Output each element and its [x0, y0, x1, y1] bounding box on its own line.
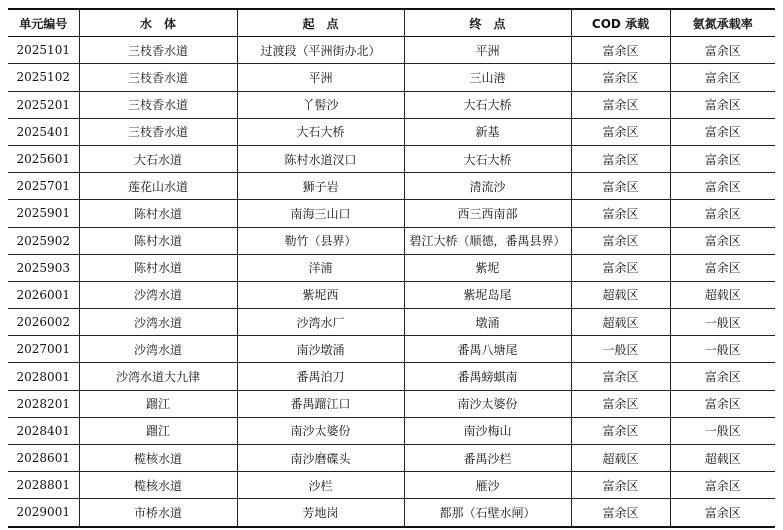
- unit-id-cell: 2026001: [8, 281, 79, 308]
- table-row: [8, 227, 775, 254]
- cod-capacity-cell: 富余区: [571, 254, 670, 281]
- unit-id-cell: 2028401: [8, 417, 79, 444]
- ammonia-capacity-cell: 一般区: [670, 336, 775, 363]
- table-row: [8, 145, 775, 172]
- start-point-cell: 南沙磨碟头: [237, 445, 404, 472]
- unit-id-cell: 2025901: [8, 200, 79, 227]
- end-point-cell: 大石大桥: [404, 145, 571, 172]
- ammonia-capacity-cell: 一般区: [670, 309, 775, 336]
- table-row: [8, 309, 775, 336]
- end-point-cell: 番禺八塘尾: [404, 336, 571, 363]
- unit-id-cell: 2025903: [8, 254, 79, 281]
- unit-id-cell: 2025401: [8, 118, 79, 145]
- unit-id-cell: 2028001: [8, 363, 79, 390]
- ammonia-capacity-cell: 富余区: [670, 64, 775, 91]
- unit-id-cell: 2028201: [8, 390, 79, 417]
- start-point-cell: 大石大桥: [237, 118, 404, 145]
- end-point-cell: 平洲: [404, 37, 571, 64]
- unit-id-cell: 2025102: [8, 64, 79, 91]
- table-row: [8, 390, 775, 417]
- end-point-cell: 墩涌: [404, 309, 571, 336]
- start-point-cell: 番禺泊刀: [237, 363, 404, 390]
- water-body-cell: 蹓江: [79, 390, 237, 417]
- ammonia-capacity-cell: 富余区: [670, 118, 775, 145]
- header-end-point: 终 点: [404, 9, 571, 37]
- cod-capacity-cell: 富余区: [571, 390, 670, 417]
- table-row: [8, 499, 775, 527]
- end-point-cell: 紫坭: [404, 254, 571, 281]
- cod-capacity-cell: 富余区: [571, 499, 670, 527]
- water-body-cell: 大石水道: [79, 145, 237, 172]
- header-water-body: 水 体: [79, 9, 237, 37]
- header-ammonia-capacity: 氨氮承载率: [670, 9, 775, 37]
- table-body: [8, 37, 775, 527]
- start-point-cell: 狮子岩: [237, 173, 404, 200]
- unit-id-cell: 2025101: [8, 37, 79, 64]
- water-body-cell: 陈村水道: [79, 254, 237, 281]
- table-row: [8, 445, 775, 472]
- unit-id-cell: 2025601: [8, 145, 79, 172]
- ammonia-capacity-cell: 富余区: [670, 145, 775, 172]
- table-row: [8, 64, 775, 91]
- end-point-cell: 新基: [404, 118, 571, 145]
- unit-id-cell: 2025701: [8, 173, 79, 200]
- start-point-cell: 洋浦: [237, 254, 404, 281]
- header-unit-id: 单元编号: [8, 9, 79, 37]
- cod-capacity-cell: 富余区: [571, 118, 670, 145]
- start-point-cell: 沙湾水厂: [237, 309, 404, 336]
- end-point-cell: 番禺沙栏: [404, 445, 571, 472]
- end-point-cell: 三山港: [404, 64, 571, 91]
- water-body-cell: 市桥水道: [79, 499, 237, 527]
- end-point-cell: 雁沙: [404, 472, 571, 499]
- water-unit-table-container: [8, 8, 775, 528]
- start-point-cell: 芳地岗: [237, 499, 404, 527]
- ammonia-capacity-cell: 富余区: [670, 227, 775, 254]
- header-start-point: 起 点: [237, 9, 404, 37]
- table-row: [8, 363, 775, 390]
- cod-capacity-cell: 富余区: [571, 145, 670, 172]
- end-point-cell: 都那（石壁水闸）: [404, 499, 571, 527]
- water-body-cell: 陈村水道: [79, 227, 237, 254]
- table-row: [8, 173, 775, 200]
- ammonia-capacity-cell: 富余区: [670, 173, 775, 200]
- cod-capacity-cell: 富余区: [571, 227, 670, 254]
- cod-capacity-cell: 超载区: [571, 445, 670, 472]
- water-body-cell: 沙湾水道: [79, 281, 237, 308]
- cod-capacity-cell: 富余区: [571, 173, 670, 200]
- start-point-cell: 沙栏: [237, 472, 404, 499]
- end-point-cell: 番禺螃蜞南: [404, 363, 571, 390]
- cod-capacity-cell: 富余区: [571, 91, 670, 118]
- water-body-cell: 三枝香水道: [79, 64, 237, 91]
- start-point-cell: 平洲: [237, 64, 404, 91]
- water-body-cell: 三枝香水道: [79, 37, 237, 64]
- ammonia-capacity-cell: 富余区: [670, 91, 775, 118]
- water-unit-table: [8, 8, 775, 528]
- start-point-cell: 过渡段（平洲街办北）: [237, 37, 404, 64]
- unit-id-cell: 2026002: [8, 309, 79, 336]
- table-row: [8, 118, 775, 145]
- end-point-cell: 南沙梅山: [404, 417, 571, 444]
- ammonia-capacity-cell: 富余区: [670, 472, 775, 499]
- water-body-cell: 榄核水道: [79, 445, 237, 472]
- cod-capacity-cell: 超载区: [571, 281, 670, 308]
- cod-capacity-cell: 富余区: [571, 37, 670, 64]
- water-body-cell: 三枝香水道: [79, 91, 237, 118]
- ammonia-capacity-cell: 超载区: [670, 445, 775, 472]
- cod-capacity-cell: 超载区: [571, 309, 670, 336]
- water-body-cell: 三枝香水道: [79, 118, 237, 145]
- unit-id-cell: 2028601: [8, 445, 79, 472]
- table-header-row: [8, 9, 775, 37]
- end-point-cell: 南沙太婆份: [404, 390, 571, 417]
- start-point-cell: 勒竹（县界）: [237, 227, 404, 254]
- end-point-cell: 西三西南部: [404, 200, 571, 227]
- table-row: [8, 200, 775, 227]
- start-point-cell: 南海三山口: [237, 200, 404, 227]
- water-body-cell: 蹓江: [79, 417, 237, 444]
- end-point-cell: 大石大桥: [404, 91, 571, 118]
- end-point-cell: 紫坭岛尾: [404, 281, 571, 308]
- end-point-cell: 清流沙: [404, 173, 571, 200]
- table-row: [8, 254, 775, 281]
- ammonia-capacity-cell: 富余区: [670, 390, 775, 417]
- table-row: [8, 417, 775, 444]
- cod-capacity-cell: 富余区: [571, 417, 670, 444]
- unit-id-cell: 2025902: [8, 227, 79, 254]
- start-point-cell: 南沙太婆份: [237, 417, 404, 444]
- cod-capacity-cell: 富余区: [571, 363, 670, 390]
- header-cod-capacity: COD 承载: [571, 9, 670, 37]
- start-point-cell: 紫坭西: [237, 281, 404, 308]
- water-body-cell: 陈村水道: [79, 200, 237, 227]
- ammonia-capacity-cell: 一般区: [670, 417, 775, 444]
- start-point-cell: 丫髻沙: [237, 91, 404, 118]
- ammonia-capacity-cell: 富余区: [670, 499, 775, 527]
- cod-capacity-cell: 一般区: [571, 336, 670, 363]
- ammonia-capacity-cell: 富余区: [670, 254, 775, 281]
- unit-id-cell: 2028801: [8, 472, 79, 499]
- start-point-cell: 番禺蹓江口: [237, 390, 404, 417]
- unit-id-cell: 2027001: [8, 336, 79, 363]
- water-body-cell: 沙湾水道: [79, 336, 237, 363]
- cod-capacity-cell: 富余区: [571, 472, 670, 499]
- table-row: [8, 91, 775, 118]
- water-body-cell: 榄核水道: [79, 472, 237, 499]
- table-row: [8, 37, 775, 64]
- start-point-cell: 陈村水道汊口: [237, 145, 404, 172]
- table-row: [8, 281, 775, 308]
- end-point-cell: 碧江大桥（顺德，番禺县界）: [404, 227, 571, 254]
- ammonia-capacity-cell: 富余区: [670, 363, 775, 390]
- water-body-cell: 沙湾水道: [79, 309, 237, 336]
- ammonia-capacity-cell: 富余区: [670, 200, 775, 227]
- unit-id-cell: 2029001: [8, 499, 79, 527]
- table-row: [8, 472, 775, 499]
- table-row: [8, 336, 775, 363]
- ammonia-capacity-cell: 富余区: [670, 37, 775, 64]
- cod-capacity-cell: 富余区: [571, 200, 670, 227]
- ammonia-capacity-cell: 超载区: [670, 281, 775, 308]
- water-body-cell: 沙湾水道大九律: [79, 363, 237, 390]
- water-body-cell: 莲花山水道: [79, 173, 237, 200]
- unit-id-cell: 2025201: [8, 91, 79, 118]
- cod-capacity-cell: 富余区: [571, 64, 670, 91]
- start-point-cell: 南沙墩涌: [237, 336, 404, 363]
